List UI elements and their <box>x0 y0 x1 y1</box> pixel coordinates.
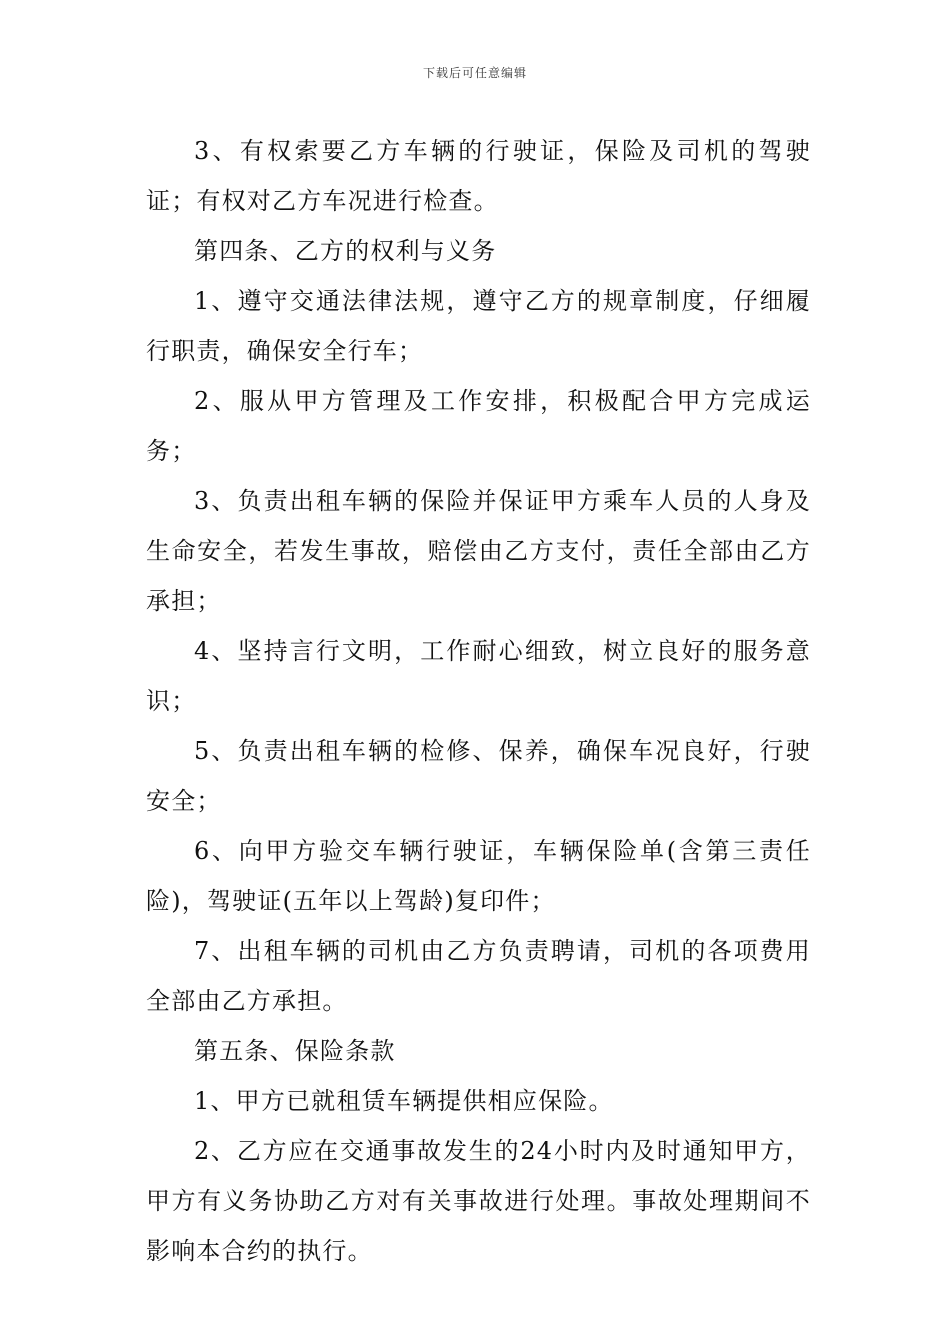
clause-paragraph: 3、有权索要乙方车辆的行驶证，保险及司机的驾驶证；有权对乙方车况进行检查。 <box>146 137 811 215</box>
document-body <box>146 126 811 1276</box>
section-heading: 第四条、乙方的权利与义务 <box>194 237 497 265</box>
clause-paragraph: 5、负责出租车辆的检修、保养，确保车况良好，行驶安全； <box>146 737 811 815</box>
clause-paragraph: 1、甲方已就租赁车辆提供相应保险。 <box>194 1087 614 1115</box>
page-header: 下载后可任意编辑 <box>422 66 527 80</box>
clause-paragraph: 2、服从甲方管理及工作安排，积极配合甲方完成运务； <box>146 387 811 465</box>
clause-paragraph: 3、负责出租车辆的保险并保证甲方乘车人员的人身及生命安全，若发生事故，赔偿由乙方支付，责任全部由乙方承担； <box>146 487 811 615</box>
clause-paragraph: 7、出租车辆的司机由乙方负责聘请，司机的各项费用全部由乙方承担。 <box>146 937 811 1015</box>
clause-paragraph: 4、坚持言行文明，工作耐心细致，树立良好的服务意识； <box>146 637 811 715</box>
section-heading: 第五条、保险条款 <box>194 1037 396 1065</box>
clause-paragraph: 1、遵守交通法律法规，遵守乙方的规章制度，仔细履行职责，确保安全行车； <box>146 287 811 365</box>
clause-paragraph: 6、向甲方验交车辆行驶证，车辆保险单(含第三责任险)，驾驶证(五年以上驾龄)复印件； <box>146 837 811 915</box>
clause-paragraph: 2、乙方应在交通事故发生的24小时内及时通知甲方，甲方有义务协助乙方对有关事故进行处理。事故处理期间不影响本合约的执行。 <box>146 1137 811 1265</box>
